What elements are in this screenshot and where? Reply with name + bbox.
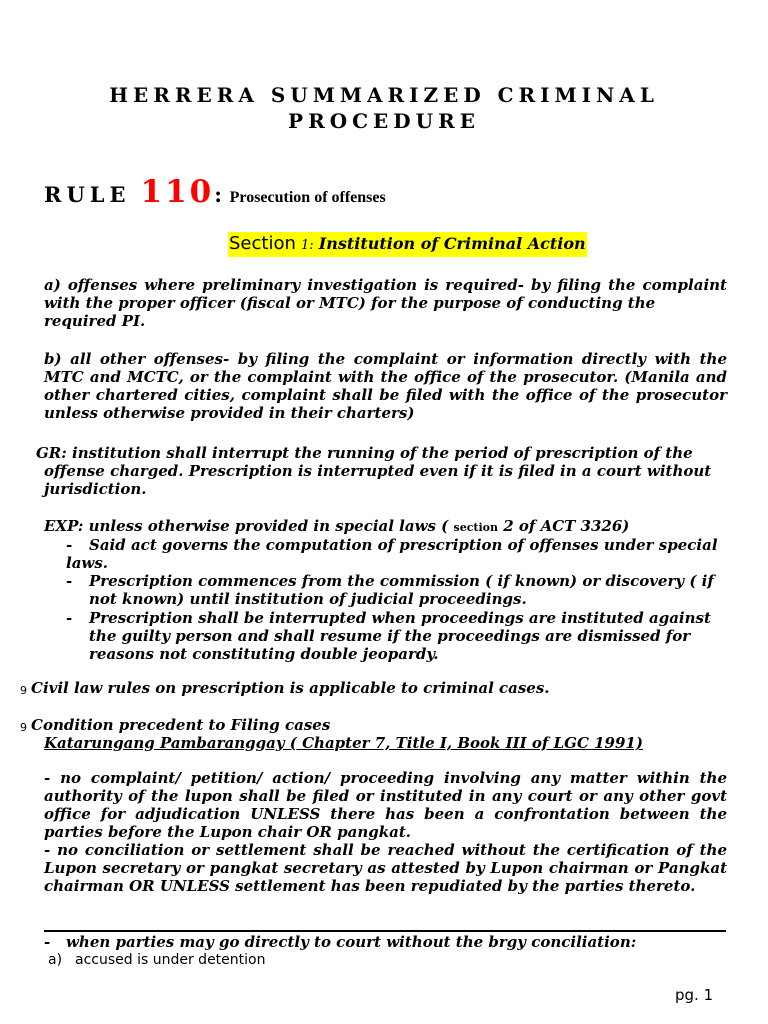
katarungang-subtitle: Katarungang Pambaranggay ( Chapter 7, Title I, Book III of LGC 1991) <box>44 734 643 752</box>
lupon-line: - no conciliation or settlement shall be reached without the certification of the <box>44 841 727 859</box>
paragraph-b <box>44 350 727 422</box>
bullet-line: Said act governs the computation of prescription of offenses under special <box>89 536 718 554</box>
paragraph-b-line: MTC and MCTC, or the complaint with the office of the prosecutor. (Manila and <box>44 368 727 386</box>
bullet-dash: - <box>66 536 73 554</box>
rule-number: 110 <box>140 174 215 210</box>
paragraph-b-line: other chartered cities, complaint shall be filed with the office of the prosecutor <box>44 386 727 404</box>
direct-court-text: when parties may go directly to court without the brgy conciliation: <box>66 933 637 951</box>
paragraph-a-line: with the proper officer (fiscal or MTC) for the purpose of conducting the <box>44 294 656 312</box>
bullet-line: Prescription commences from the commission ( if known) or discovery ( if <box>89 572 714 590</box>
civil-law-text: Civil law rules on prescription is applicable to criminal cases. <box>31 679 550 697</box>
bullet-line: laws. <box>66 554 108 572</box>
gr-line-1: GR: institution shall interrupt the running of the period of prescription of the <box>36 444 693 462</box>
bullet-line: reasons not constituting double jeopardy. <box>89 645 439 663</box>
lupon-line: chairman OR UNLESS settlement has been repudiated by the parties thereto. <box>44 877 696 895</box>
paragraph-a-line: a) offenses where preliminary investigation is required- by filing the complaint <box>44 276 727 294</box>
exp-line <box>44 517 629 537</box>
horizontal-rule <box>44 930 726 932</box>
lupon-line: office for adjudication UNLESS there has been a confrontation between the <box>44 805 727 823</box>
list-item-text: accused is under detention <box>75 952 266 968</box>
bullet-line: Prescription shall be interrupted when proceedings are instituted against <box>89 609 711 627</box>
lupon-line: Lupon secretary or pangkat secretary as attested by Lupon chairman or Pangkat <box>44 859 727 877</box>
lupon-line: authority of the lupon shall be filed or instituted in any court or any other govt <box>44 787 727 805</box>
rule-heading <box>44 174 386 210</box>
list-marker: 9 <box>20 684 27 697</box>
section-word: Section <box>229 233 296 254</box>
bullet-dash: - <box>66 572 73 590</box>
rule-description: Prosecution of offenses <box>229 189 386 206</box>
lupon-paragraph <box>44 769 727 895</box>
document-title-line-2: PROCEDURE <box>288 109 480 133</box>
gr-line-2: offense charged. Prescription is interrupted even if it is filed in a court without <box>44 462 712 480</box>
gr-line-3: jurisdiction. <box>44 480 147 498</box>
exp-section-word: section <box>453 521 498 534</box>
bullet-dash: - <box>44 933 51 951</box>
section-heading <box>228 232 587 257</box>
exp-prefix: EXP: unless otherwise provided in special laws ( <box>44 517 449 535</box>
paragraph-b-line: unless otherwise provided in their charters) <box>44 404 415 422</box>
paragraph-a <box>44 276 727 330</box>
bullet-line: not known) until institution of judicial proceedings. <box>89 590 527 608</box>
rule-colon: : <box>214 182 223 207</box>
document-title-line-1: HERRERA SUMMARIZED CRIMINAL <box>109 83 659 107</box>
condition-text: Condition precedent to Filing cases <box>31 716 331 734</box>
bullet-line: the guilty person and shall resume if the proceedings are dismissed for <box>89 627 691 645</box>
section-number: 1: <box>300 238 314 253</box>
list-marker: 9 <box>20 721 27 734</box>
lupon-line: parties before the Lupon chair OR pangkat. <box>44 823 411 841</box>
exp-suffix: 2 of ACT 3326) <box>503 517 630 535</box>
rule-label: RULE <box>44 182 131 207</box>
list-item-label: a) <box>48 952 63 968</box>
page-number: pg. 1 <box>675 986 714 1004</box>
lupon-line: - no complaint/ petition/ action/ proceeding involving any matter within the <box>44 769 727 787</box>
paragraph-a-line: required PI. <box>44 312 146 330</box>
bullet-dash: - <box>66 609 73 627</box>
section-title: Institution of Criminal Action <box>318 234 586 253</box>
paragraph-b-line: b) all other offenses- by filing the complaint or information directly with the <box>44 350 727 368</box>
